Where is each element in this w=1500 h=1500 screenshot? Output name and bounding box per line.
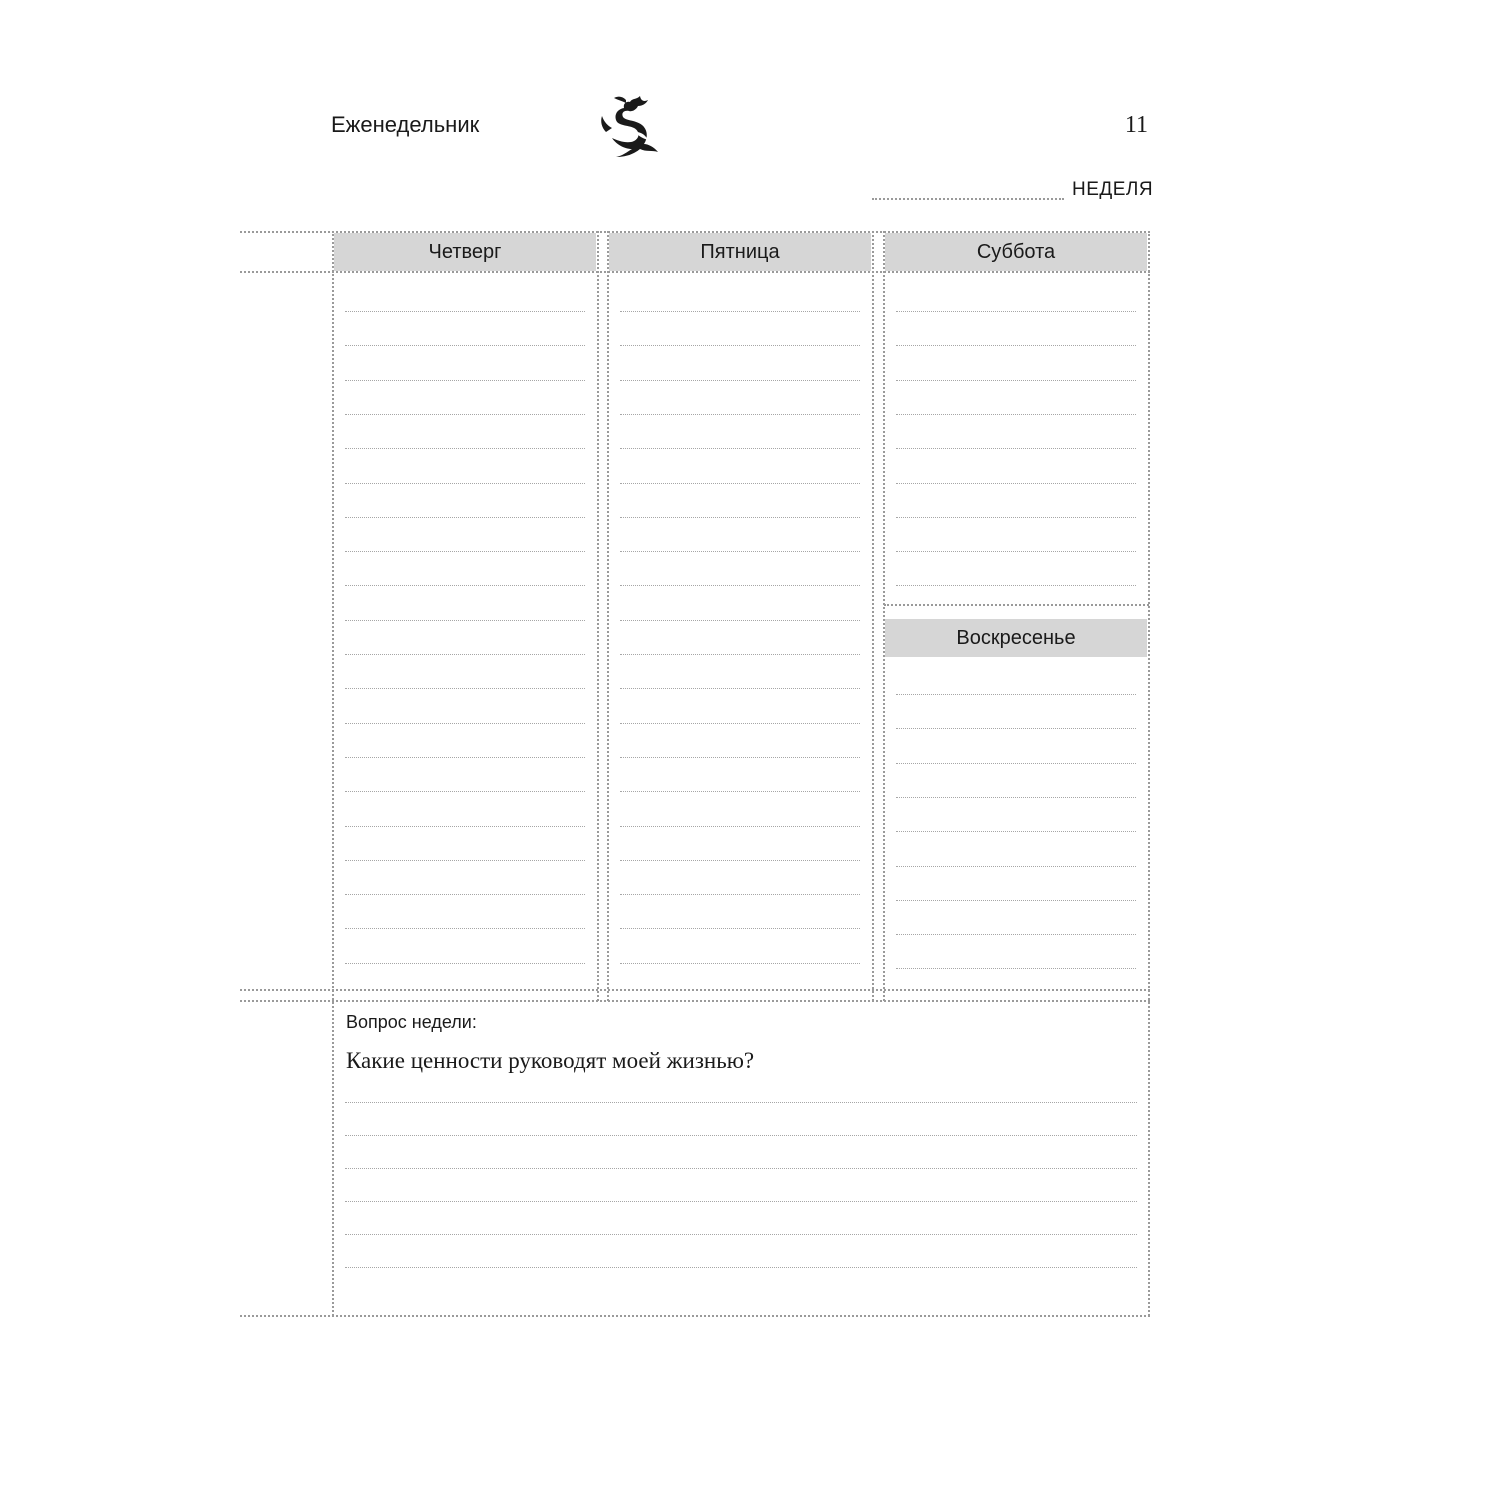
writing-line: [896, 934, 1136, 935]
day-header-saturday: [885, 233, 1147, 271]
frame-days-bottom-line: [240, 989, 1150, 991]
writing-line: [620, 860, 860, 861]
writing-line: [896, 483, 1136, 484]
writing-line: [896, 517, 1136, 518]
writing-line: [620, 551, 860, 552]
writing-line: [620, 894, 860, 895]
writing-line: [896, 551, 1136, 552]
column-divider-1b: [607, 231, 609, 1001]
writing-line: [345, 620, 585, 621]
writing-line: [345, 585, 585, 586]
writing-line: [896, 311, 1136, 312]
writing-line: [345, 551, 585, 552]
writing-line: [620, 620, 860, 621]
writing-line: [896, 345, 1136, 346]
writing-line: [345, 894, 585, 895]
writing-line: [896, 728, 1136, 729]
writing-line: [345, 826, 585, 827]
writing-line: [620, 483, 860, 484]
writing-line: [345, 688, 585, 689]
writing-line: [620, 585, 860, 586]
writing-line: [345, 1201, 1137, 1202]
writing-line: [896, 414, 1136, 415]
writing-line: [345, 311, 585, 312]
writing-line: [345, 1135, 1137, 1136]
writing-line: [620, 757, 860, 758]
writing-line: [896, 797, 1136, 798]
day-header-thursday: [334, 233, 596, 271]
writing-line: [896, 380, 1136, 381]
planner-title: Еженедельник: [331, 112, 480, 137]
writing-line: [896, 763, 1136, 764]
writing-line: [896, 968, 1136, 969]
writing-line: [620, 517, 860, 518]
writing-line: [620, 791, 860, 792]
writing-line: [620, 826, 860, 827]
day-label-friday: Пятница: [700, 240, 780, 263]
column-divider-2a: [872, 231, 874, 1001]
week-number-field[interactable]: [872, 198, 1064, 200]
day-header-sunday: [885, 619, 1147, 657]
writing-line: [345, 860, 585, 861]
frame-days-bottom-line-2: [240, 1000, 1150, 1002]
writing-line: [345, 345, 585, 346]
writing-line: [620, 311, 860, 312]
writing-line: [620, 448, 860, 449]
writing-line: [345, 483, 585, 484]
writing-line: [345, 791, 585, 792]
writing-line: [620, 688, 860, 689]
frame-header-bottom-line: [240, 271, 1150, 273]
writing-line: [620, 345, 860, 346]
page-number: 11: [1124, 112, 1148, 138]
column-divider-2b: [883, 231, 885, 1001]
dragon-icon: [596, 92, 660, 158]
day-label-sunday: Воскресенье: [956, 626, 1076, 649]
writing-line: [896, 448, 1136, 449]
question-text: Какие ценности руководят моей жизнью?: [346, 1048, 755, 1073]
day-label-thursday: Четверг: [428, 240, 502, 263]
writing-line: [896, 694, 1136, 695]
writing-line: [896, 831, 1136, 832]
frame-left-line: [332, 231, 334, 1316]
writing-line: [345, 448, 585, 449]
question-label: Вопрос недели:: [346, 1012, 477, 1032]
writing-line: [345, 1267, 1137, 1268]
writing-line: [345, 928, 585, 929]
writing-line: [620, 928, 860, 929]
writing-line: [345, 517, 585, 518]
writing-line: [345, 1102, 1137, 1103]
writing-line: [896, 585, 1136, 586]
writing-line: [345, 757, 585, 758]
writing-line: [345, 723, 585, 724]
writing-line: [896, 900, 1136, 901]
frame-right-line: [1148, 231, 1150, 1316]
week-label: НЕДЕЛЯ: [1072, 179, 1154, 200]
writing-line: [620, 414, 860, 415]
writing-line: [620, 380, 860, 381]
writing-line: [345, 1168, 1137, 1169]
frame-bottom-line: [240, 1315, 1150, 1317]
writing-line: [620, 963, 860, 964]
writing-line: [345, 1234, 1137, 1235]
writing-line: [345, 414, 585, 415]
writing-line: [345, 963, 585, 964]
saturday-bottom-line: [884, 604, 1149, 606]
writing-line: [620, 723, 860, 724]
column-divider-1a: [597, 231, 599, 1001]
writing-line: [345, 654, 585, 655]
day-label-saturday: Суббота: [976, 240, 1056, 263]
writing-line: [896, 866, 1136, 867]
day-header-friday: [609, 233, 871, 271]
writing-line: [345, 380, 585, 381]
writing-line: [620, 654, 860, 655]
